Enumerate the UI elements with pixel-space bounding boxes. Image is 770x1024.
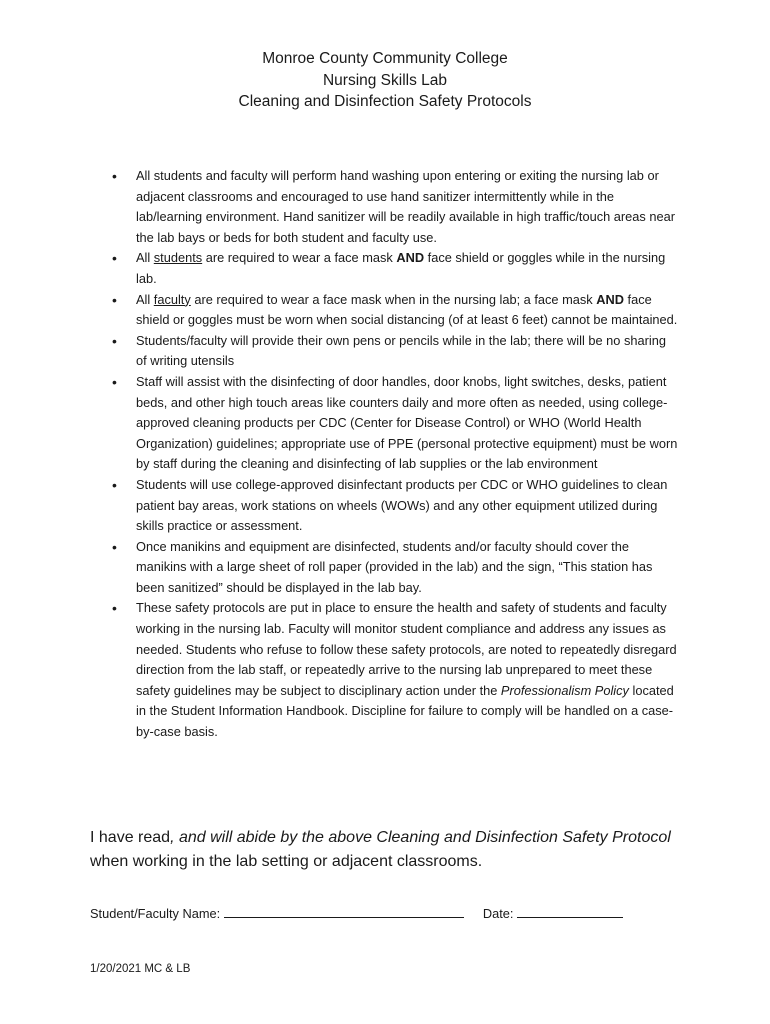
footer-revision: 1/20/2021 MC & LB <box>90 963 191 975</box>
bullet-text: Once manikins and equipment are disinfected, students and/or faculty should cover the manikins with a large sheet of roll paper (provided in the lab) and the sign, “This station has been sanitized” should be displayed in the lab bay. <box>136 538 653 595</box>
bullet-text: All <box>136 250 154 266</box>
bold-text: AND <box>396 250 425 266</box>
name-field[interactable] <box>224 904 464 918</box>
list-item <box>110 598 680 742</box>
list-item <box>110 372 680 475</box>
bullet-text: These safety protocols are put in place to ensure the health and safety of students and faculty working in the nursing lab. Faculty will monitor student compliance and address any issues as needed. Students who refuse to follow these safety protocols, are noted to repeatedly disregard direction from the lab staff, or repeatedly arrive to the nursing lab unprepared to meet these safety guidelines may be subject to disciplinary action under the <box>136 600 677 698</box>
list-item <box>110 331 680 372</box>
underlined-text: faculty <box>153 291 191 307</box>
date-field[interactable] <box>517 904 623 918</box>
bullet-text: Staff will assist with the disinfecting of door handles, door knobs, light switches, desks, patient beds, and other high touch areas like counters daily and more often as needed, using college-approved cleaning products per CDC (Center for Disease Control) or WHO (World Health Organization) guidelines; appropriate use of PPE (personal protective equipment) must be worn by staff during the cleaning and disinfecting of lab supplies or the lab environment <box>136 373 678 472</box>
bullet-text: Students will use college-approved disinfectant products per CDC or WHO guidelines to clean patient bay areas, work stations on wheels (WOWs) and any other equipment utilized during skills practice or assessment. <box>136 476 668 534</box>
college-name: Monroe County Community College <box>262 50 508 67</box>
bullet-text: face shield or goggles while in the nursing lab. <box>136 250 666 286</box>
underlined-text: students <box>153 250 203 266</box>
document-title: Cleaning and Disinfection Safety Protocols <box>238 93 532 110</box>
bullet-text: All <box>136 291 154 307</box>
protocol-list <box>110 166 680 743</box>
lab-name: Nursing Skills Lab <box>322 71 448 89</box>
bullet-text: are required to wear a face mask when in the nursing lab; a face mask <box>190 291 597 307</box>
ack-italic-text: , and will abide by the above Cleaning and Disinfection Safety Protocol <box>170 829 671 846</box>
list-item <box>110 248 680 289</box>
ack-text: I have read <box>90 829 171 846</box>
italic-text: Professionalism Policy <box>500 682 629 698</box>
bullet-text: face shield or goggles must be worn when social distancing (of at least 6 feet) cannot be maintained. <box>136 291 678 328</box>
list-item <box>110 475 680 537</box>
acknowledgement-statement <box>90 826 710 874</box>
name-label: Student/Faculty Name: <box>90 906 221 921</box>
bold-text: AND <box>596 291 624 307</box>
bullet-text: All students and faculty will perform hand washing upon entering or exiting the nursing lab or adjacent classrooms and encouraged to use hand sanitizer intermittently while in the lab/learning environment. Hand sanitizer will be readily available in high traffic/touch areas near the lab bays or beds for both student and faculty use. <box>136 168 675 245</box>
signature-line <box>90 904 710 924</box>
bullet-text: are required to wear a face mask <box>202 250 397 266</box>
bullet-text: Students/faculty will provide their own pens or pencils while in the lab; there will be no sharing of writing utensils <box>136 332 666 369</box>
ack-text: when working in the lab setting or adjacent classrooms. <box>90 853 483 870</box>
list-item <box>110 290 680 331</box>
list-item <box>110 166 680 248</box>
list-item <box>110 537 680 599</box>
bullet-text: located in the Student Information Handbook. Discipline for failure to comply will be handled on a case-by-case basis. <box>136 682 674 740</box>
date-label: Date: <box>482 906 514 921</box>
document-header <box>0 48 770 113</box>
